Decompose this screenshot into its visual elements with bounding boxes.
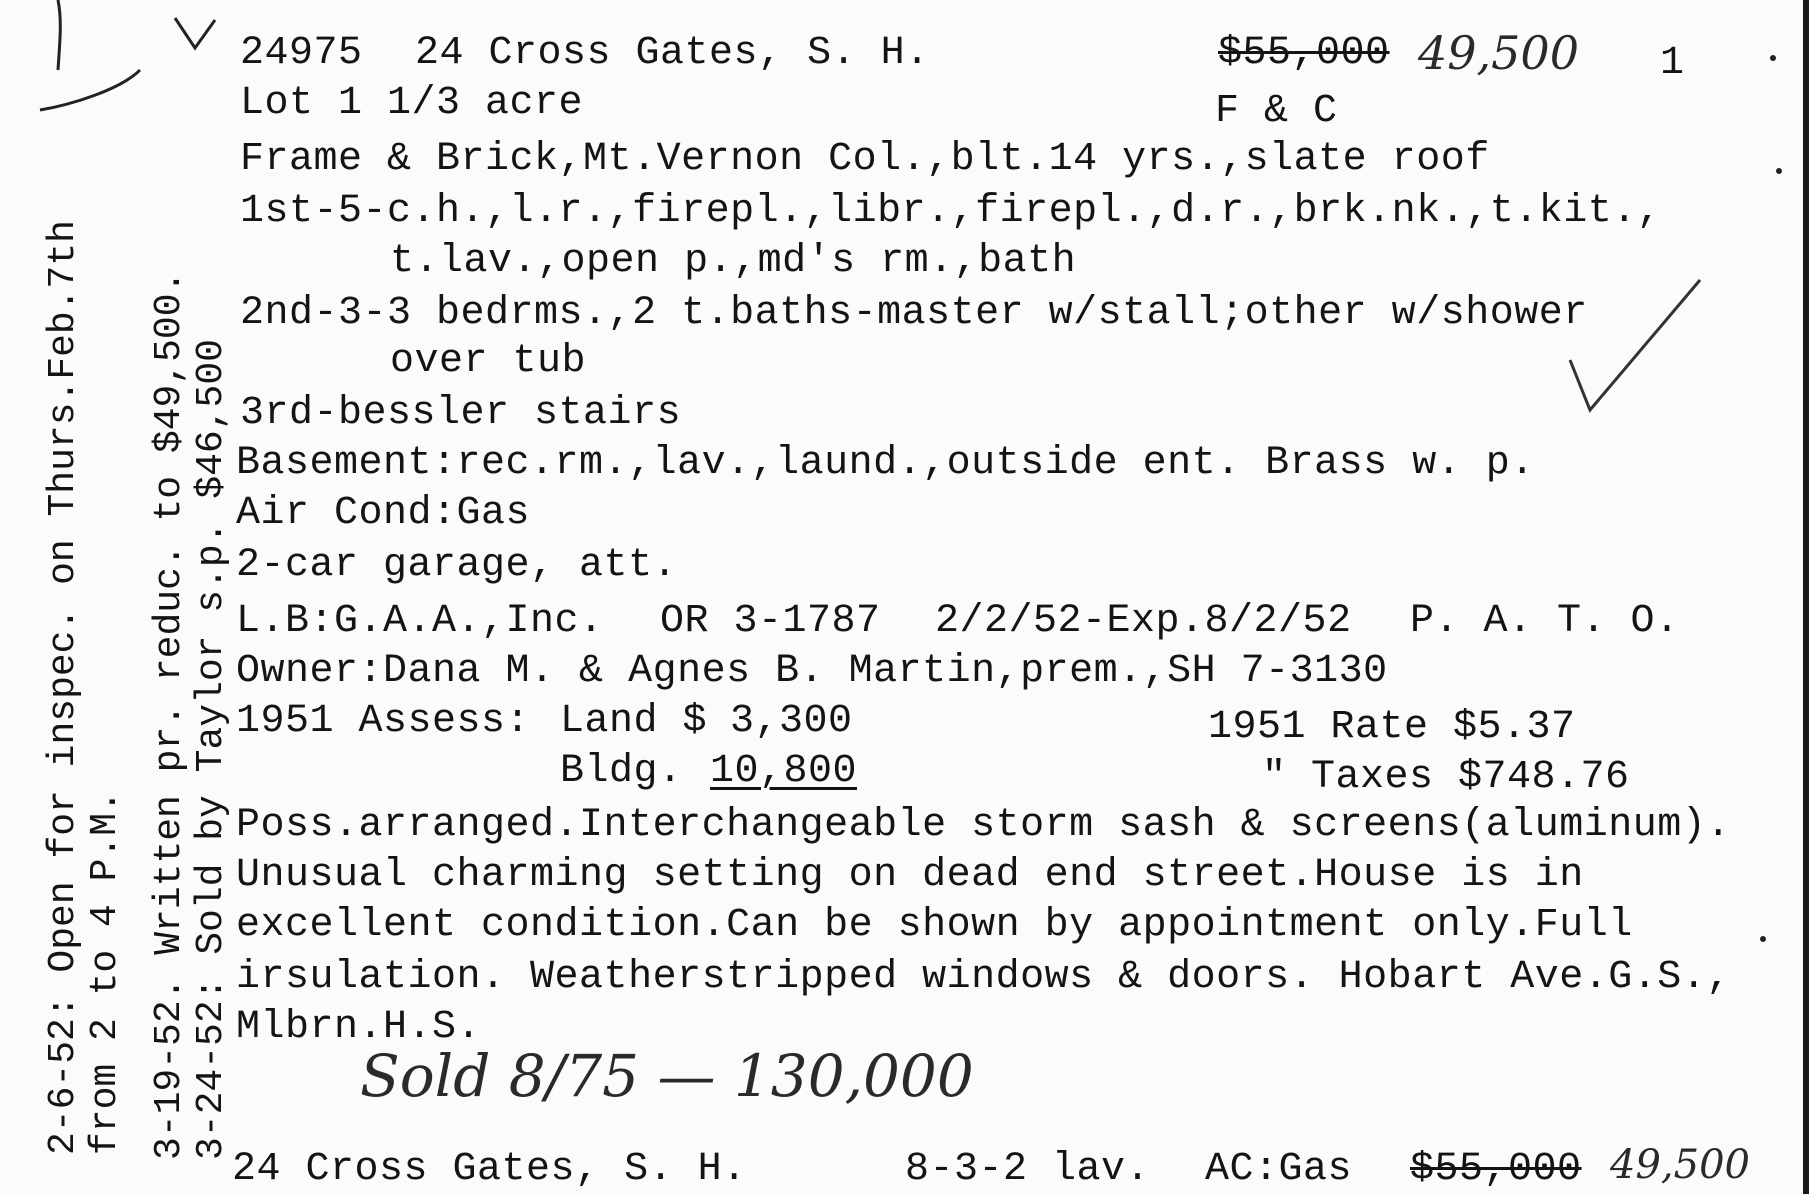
footer-original-price: $55,000 (1410, 1147, 1582, 1192)
revised-price: 49,500 (1418, 26, 1579, 80)
pen-stroke-left (58, 0, 60, 70)
description-line: Frame & Brick,Mt.Vernon Col.,blt.14 yrs.,slate roof (240, 137, 1490, 182)
description-line: t.lav.,open p.,md's rm.,bath (292, 239, 1077, 284)
description-line: 3rd-bessler stairs (240, 391, 682, 436)
remark-line: Mlbrn.H.S. (236, 1005, 482, 1050)
description-line: Basement:rec.rm.,lav.,laund.,outside ent. Brass w. p. (236, 441, 1535, 486)
bldg-value: 10,800 (710, 749, 858, 794)
original-price: $55,000 (1218, 31, 1390, 76)
description-line: 2-car garage, att. (236, 543, 678, 588)
assess-label: 1951 Assess: (236, 699, 531, 744)
speck (1776, 168, 1782, 174)
pato-code: P. A. T. O. (1410, 599, 1680, 644)
listing-dates: 2/2/52-Exp.8/2/52 (935, 599, 1352, 644)
tax-rate: 1951 Rate $5.37 (1208, 705, 1576, 750)
pen-curve (40, 70, 140, 110)
construction-code: F & C (1215, 89, 1338, 134)
remark-line: Poss.arranged.Interchangeable storm sash & screens(aluminum). (236, 803, 1731, 848)
remark-line: Unusual charming setting on dead end street.House is in (236, 853, 1584, 898)
remark-line: excellent condition.Can be shown by appointment only.Full (236, 903, 1633, 948)
footer-rooms: 8-3-2 lav. (905, 1147, 1151, 1192)
broker-phone: OR 3-1787 (660, 599, 881, 644)
sold-note: Sold 8/75 — 130,000 (360, 1042, 974, 1110)
owner-line: Owner:Dana M. & Agnes B. Martin,prem.,SH 7-3130 (236, 649, 1388, 694)
land-value: 3,300 (730, 699, 853, 744)
listing-broker: L.B:G.A.A.,Inc. (236, 599, 604, 644)
description-line: over tub (292, 339, 587, 384)
checkmark-right (1570, 280, 1700, 410)
card-number: 1 (1660, 41, 1685, 86)
bldg-label: Bldg. (560, 749, 683, 794)
margin-note-hours: from 2 to 4 P.M. (84, 790, 127, 1155)
description-line: 1st-5-c.h.,l.r.,firepl.,libr.,firepl.,d.r.,brk.nk.,t.kit., (240, 189, 1662, 234)
speck (1760, 936, 1766, 942)
speck (1770, 55, 1776, 61)
description-line: 2nd-3-3 bedrms.,2 t.baths-master w/stall;other w/shower (240, 291, 1588, 336)
margin-note-open-house: 2-6-52: Open for inspec. on Thurs.Feb.7th (42, 220, 85, 1155)
footer-revised-price: 49,500 (1610, 1142, 1750, 1188)
listing-address: 24 Cross Gates, S. H. (415, 31, 930, 76)
lot-size: Lot 1 1/3 acre (240, 81, 584, 126)
remark-line: irsulation. Weatherstripped windows & doors. Hobart Ave.G.S., (236, 955, 1731, 1000)
checkmark-top (175, 18, 215, 48)
margin-note-sold: 3-24-52: Sold by Taylor s.p. $46,500 (190, 339, 233, 1160)
taxes: " Taxes $748.76 (1262, 755, 1630, 800)
margin-note-price-reduction: 3-19-52. Written pr. reduc. to $49,500. (148, 270, 191, 1160)
listing-number: 24975 (240, 31, 363, 76)
description-line: Air Cond:Gas (236, 491, 531, 536)
land-label: Land $ (560, 699, 708, 744)
footer-ac: AC:Gas (1205, 1147, 1353, 1192)
footer-address: 24 Cross Gates, S. H. (232, 1147, 747, 1192)
